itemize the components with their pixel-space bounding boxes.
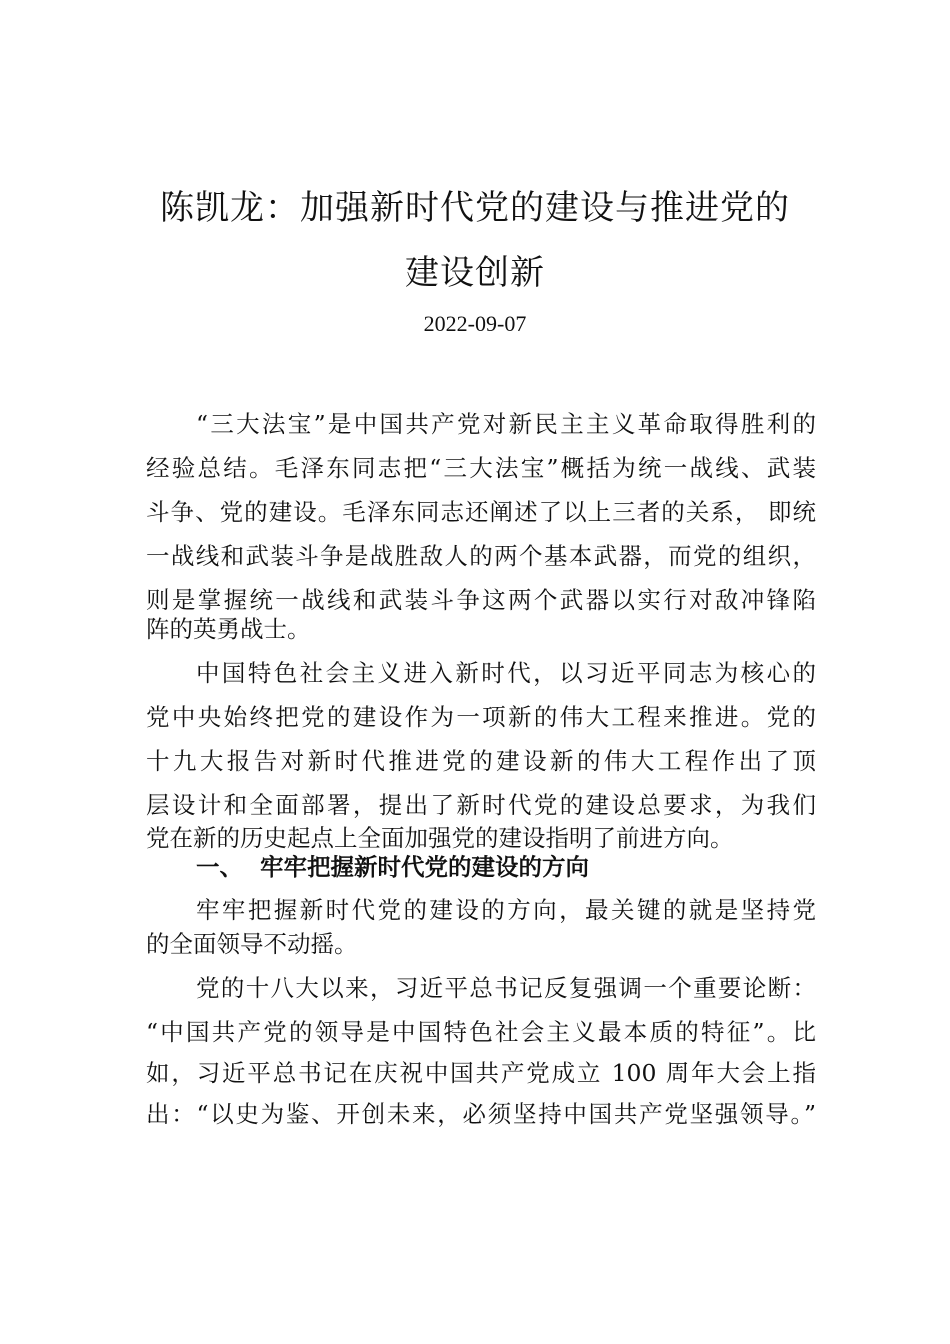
paragraph-2-line-5: 党在新的历史起点上全面加强党的建设指明了前进方向。 — [146, 824, 734, 852]
section-heading-text: 牢牢把握新时代党的建设的方向 — [260, 853, 589, 881]
paragraph-4-line-3: 如，习近平总书记在庆祝中国共产党成立 100 周年大会上指 — [146, 1059, 816, 1087]
paragraph-1-line-3: 斗争、党的建设。毛泽东同志还阐述了以上三者的关系， 即统 — [146, 498, 816, 526]
paragraph-4-line-2: “中国共产党的领导是中国特色社会主义最本质的特征”。比 — [146, 1018, 816, 1046]
paragraph-3-line-2: 的全面领导不动摇。 — [146, 930, 358, 958]
paragraph-2-line-4: 层设计和全面部署，提出了新时代党的建设总要求，为我们 — [146, 791, 816, 819]
article-title-line-1: 陈凯龙：加强新时代党的建设与推进党的 — [160, 188, 790, 228]
paragraph-1-line-5: 则是掌握统一战线和武装斗争这两个武器以实行对敌冲锋陷 — [146, 586, 816, 614]
paragraph-2-line-2: 党中央始终把党的建设作为一项新的伟大工程来推进。党的 — [146, 703, 816, 731]
paragraph-1-line-1: “三大法宝”是中国共产党对新民主主义革命取得胜利的 — [196, 410, 816, 438]
paragraph-2-line-3: 十九大报告对新时代推进党的建设新的伟大工程作出了顶 — [146, 747, 816, 775]
paragraph-3-line-1: 牢牢把握新时代党的建设的方向，最关键的就是坚持党 — [196, 896, 816, 924]
section-number: 一、 — [196, 853, 243, 881]
paragraph-1-line-4: 一战线和武装斗争是战胜敌人的两个基本武器，而党的组织， — [146, 542, 816, 570]
article-title-line-2: 建设创新 — [405, 253, 545, 293]
section-heading-1 — [196, 848, 589, 882]
paragraph-2-line-1: 中国特色社会主义进入新时代，以习近平同志为核心的 — [196, 659, 816, 687]
paragraph-1-line-2: 经验总结。毛泽东同志把“三大法宝”概括为统一战线、武装 — [146, 454, 816, 482]
paragraph-4-line-1: 党的十八大以来，习近平总书记反复强调一个重要论断： — [196, 974, 816, 1002]
publish-date: 2022-09-07 — [423, 311, 527, 336]
paragraph-1-line-6: 阵的英勇战士。 — [146, 615, 311, 643]
paragraph-4-line-4: 出：“以史为鉴、开创未来，必须坚持中国共产党坚强领导。” — [146, 1100, 816, 1128]
